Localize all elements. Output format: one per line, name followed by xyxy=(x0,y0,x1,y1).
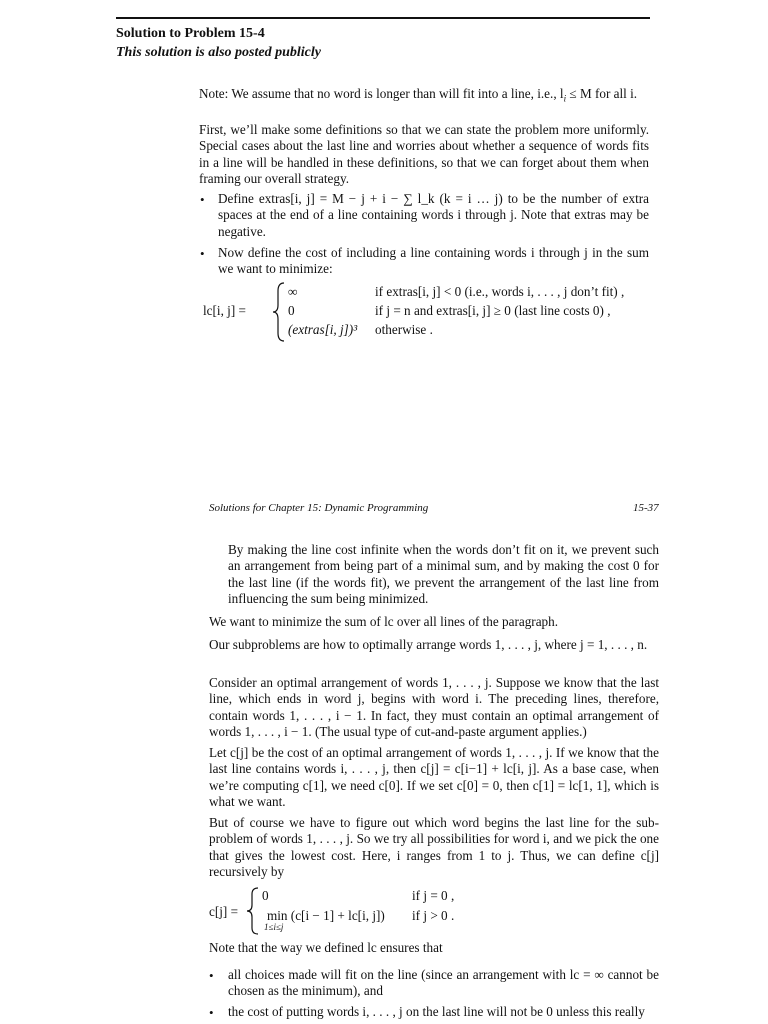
note-text: Note: We assume that no word is longer than will fit into a line, i.e., l xyxy=(199,86,564,101)
lc-case-condition: otherwise . xyxy=(375,322,433,337)
intro-paragraph: First, we’ll make some definitions so that we can state the problem more uniformly. Special cases about the last line and worries about whether a sequence of words fits in a line will be handled in these definitions, so that we can forget about them when framing our overall strategy. xyxy=(199,122,649,187)
line-cost-definition: Now define the cost of including a line containing words i through j in the sum we want to minimize: xyxy=(218,245,649,277)
bullet-fit-line: all choices made will fit on the line (since an arrangement with lc = ∞ cannot be chosen as the minimum), and xyxy=(228,967,659,999)
c-case-value: min (c[i − 1] + lc[i, j]) xyxy=(267,908,385,923)
lc-case-value: ∞ xyxy=(288,284,298,299)
let-paragraph: Let c[j] be the cost of an optimal arrangement of words 1, . . . , j. If we know that the last line contains words i, . . . , j, then c[j] = c[i−1] + lc[i, j]. As a base case, when we’re computing c[1], we need c[0]. If we set c[0] = 0, then c[1] = lc[1, 1], which is what we want. xyxy=(209,745,659,810)
lc-case-value: (extras[i, j])³ xyxy=(288,322,358,337)
bullet-last-line-cost: the cost of putting words i, . . . , j on the last line will not be 0 unless this really xyxy=(228,1004,645,1019)
but-paragraph: But of course we have to figure out which word begins the last line for the sub-problem of words 1, . . . , j. So we try all possibilities for word i, and we pick the one that gives the lowest cost. Here, i ranges from 1 to j. Thus, we can define c[j] recursively by xyxy=(209,815,659,880)
subproblems-paragraph: Our subproblems are how to optimally arrange words 1, . . . , j, where j = 1, . . . , n. xyxy=(209,637,648,652)
running-head-chapter: Solutions for Chapter 15: Dynamic Programming xyxy=(209,502,429,514)
extras-definition: Define extras[i, j] = M − j + i − ∑ l_k (k = i … j) to be the number of extra spaces at the end of a line containing words i through j. Note that extras may be negative. xyxy=(218,191,649,239)
consider-paragraph: Consider an optimal arrangement of words 1, . . . , j. Suppose we know that the last line, which ends in word j, begins with word i. The preceding lines, therefore, contain words 1, . . . , i − 1. In fact, they must contain an optimal arrangement of words 1, . . . , i − 1. (The usual type of cut-and-paste argument applies.) xyxy=(209,675,659,740)
running-head-page-number: 15-37 xyxy=(633,502,659,514)
bullet-dot: • xyxy=(200,192,205,207)
c-brace xyxy=(246,886,260,936)
lc-case-condition: if extras[i, j] < 0 (i.e., words i, . . . , j don’t fit) , xyxy=(375,284,625,299)
infinite-cost-paragraph: By making the line cost infinite when the words don’t fit on it, we prevent such an arrangement from being part of a minimal sum, and by making the cost 0 for the last line (if the words fit), we prevent the arrangement of the last line from influencing the sum being minimized. xyxy=(228,542,659,607)
note-tail: ≤ M for all i. xyxy=(566,86,638,101)
c-case-condition: if j = 0 , xyxy=(412,888,455,903)
c-case-value: 0 xyxy=(262,888,269,903)
c-case-condition: if j > 0 . xyxy=(412,908,455,923)
c-equation-lhs: c[j] = xyxy=(209,904,239,919)
lc-case-value: 0 xyxy=(288,303,295,318)
c-min-subscript: 1≤i≤j xyxy=(264,922,284,932)
bullet-dot: • xyxy=(200,246,205,261)
lc-case-condition: if j = n and extras[i, j] ≥ 0 (last line costs 0) , xyxy=(375,303,611,318)
note-paragraph: Note: We assume that no word is longer than will fit into a line, i.e., $l_i \le M$ for all i. xyxy=(199,86,638,104)
note-lc-paragraph: Note that the way we defined lc ensures that xyxy=(209,940,443,955)
solution-subtitle: This solution is also posted publicly xyxy=(116,45,321,60)
lc-equation-lhs: lc[i, j] = xyxy=(203,303,246,318)
lc-brace xyxy=(272,281,286,343)
minimize-paragraph: We want to minimize the sum of lc over all lines of the paragraph. xyxy=(209,614,559,629)
bullet-dot: • xyxy=(209,1005,214,1020)
solution-title: Solution to Problem 15-4 xyxy=(116,26,265,41)
header-rule xyxy=(116,17,650,19)
bullet-dot: • xyxy=(209,968,214,983)
